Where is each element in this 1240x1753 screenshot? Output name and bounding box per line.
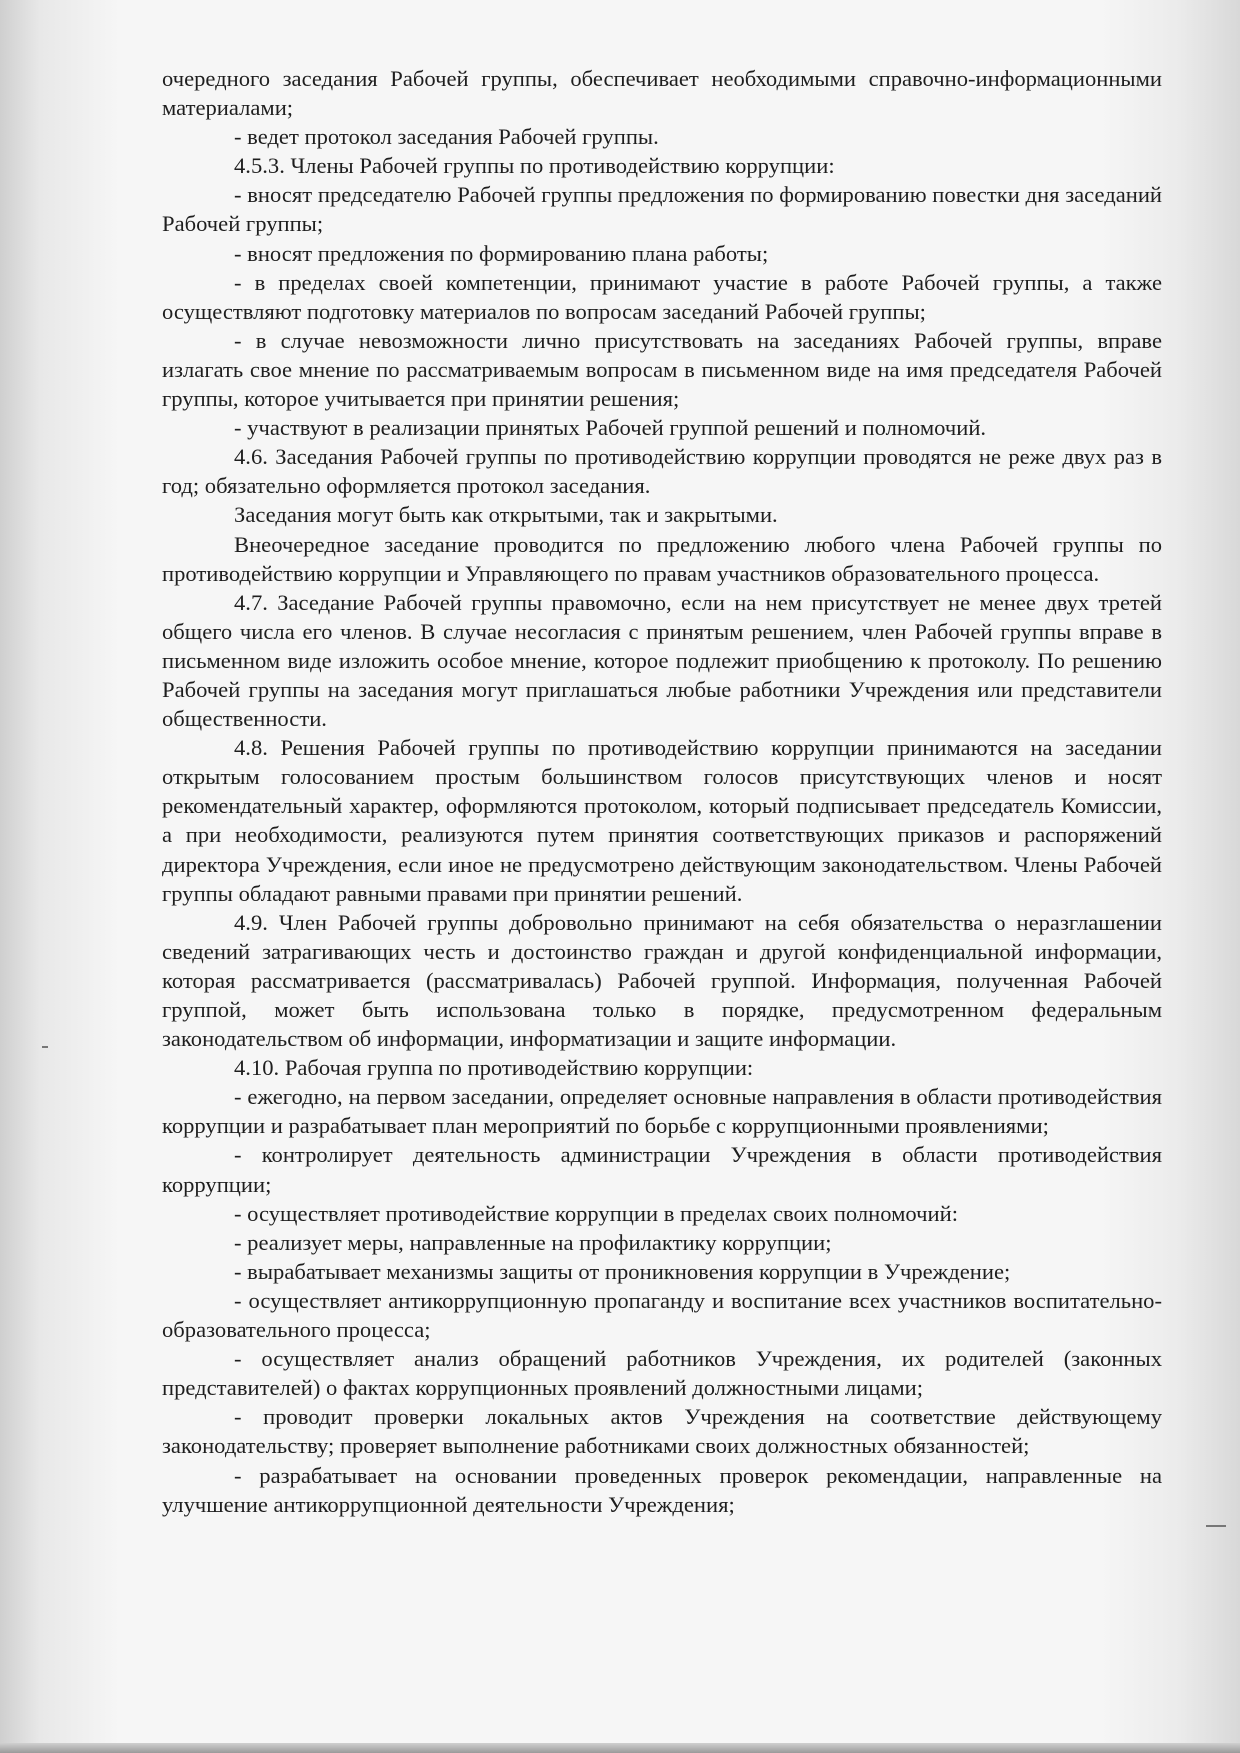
paragraph: - вырабатывает механизмы защиты от проникновения коррупции в Учреждение; [234,1258,1011,1284]
paragraph: Внеочередное заседание проводится по предложению любого члена Рабочей группы по противодействию коррупции и Управляющего по правам участников образовательного процесса. [162,531,1162,586]
document-body [162,64,1162,1519]
scan-mark [42,1046,48,1048]
paragraph: - осуществляет антикоррупционную пропаганду и воспитание всех участников воспитательно-образовательного процесса; [162,1287,1162,1343]
paragraph: - ведет протокол заседания Рабочей группы. [234,124,659,150]
section-heading: 4.5.3. Члены Рабочей группы по противодействию коррупции: [234,153,835,179]
section-heading: 4.8. Решения Рабочей группы по противодействию коррупции принимаются на заседании открытым голосованием простым большинством голосов присутствующих членов и носят рекомендательный характер, оформляются протоколом, который подписывает председатель Комиссии, а при необходимости, реализуются путем принятия соответствующих приказов и распоряжений директора Учреждения, если иное не предусмотрено действующим законодательством. Члены Рабочей группы обладают равными правами при принятии решений. [162,735,1162,906]
paragraph: - контролирует деятельность администрации Учреждения в области противодействия коррупции; [162,1142,1162,1197]
section-heading: 4.6. Заседания Рабочей группы по противодействию коррупции проводятся не реже двух раз в год; обязательно оформляется протокол заседания. [162,444,1162,499]
paragraph: - ежегодно, на первом заседании, определяет основные направления в области противодействия коррупции и разрабатывает план мероприятий по борьбе с коррупционными проявлениями; [162,1084,1162,1139]
paragraph: - в пределах своей компетенции, принимают участие в работе Рабочей группы, а также осуществляют подготовку материалов по вопросам заседаний Рабочей группы; [162,269,1162,324]
paragraph: - осуществляет противодействие коррупции в пределах своих полномочий: [234,1200,958,1226]
paragraph: очередного заседания Рабочей группы, обеспечивает необходимыми справочно-информационными материалами; [162,66,1162,121]
section-heading: 4.10. Рабочая группа по противодействию коррупции: [234,1055,754,1081]
paragraph: - осуществляет анализ обращений работников Учреждения, их родителей (законных представителей) о фактах коррупционных проявлений должностными лицами; [162,1346,1162,1401]
paragraph: - разрабатывает на основании проведенных проверок рекомендации, направленные на улучшение антикоррупционной деятельности Учреждения; [162,1462,1162,1517]
paragraph: - в случае невозможности лично присутствовать на заседаниях Рабочей группы, вправе излагать свое мнение по рассматриваемым вопросам в письменном виде на имя председателя Рабочей группы, которое учитывается при принятии решения; [162,327,1162,412]
paragraph: Заседания могут быть как открытыми, так и закрытыми. [234,502,778,528]
paragraph: - вносят председателю Рабочей группы предложения по формированию повестки дня заседаний Рабочей группы; [162,182,1162,237]
paragraph: - реализует меры, направленные на профилактику коррупции; [234,1229,832,1255]
paragraph: - проводит проверки локальных актов Учреждения на соответствие действующему законодательству; проверяет выполнение работниками своих должностных обязанностей; [162,1404,1162,1459]
paragraph: - участвуют в реализации принятых Рабочей группой решений и полномочий. [234,415,987,441]
scan-bottom-edge [0,1743,1240,1753]
section-heading: 4.7. Заседание Рабочей группы правомочно, если на нем присутствует не менее двух третей общего числа его членов. В случае несогласия с принятым решением, член Рабочей группы вправе в письменном виде изложить особое мнение, которое подлежит приобщению к протоколу. По решению Рабочей группы на заседания могут приглашаться любые работники Учреждения или представители общественности. [162,589,1162,732]
section-heading: 4.9. Член Рабочей группы добровольно принимают на себя обязательства о неразглашении сведений затрагивающих честь и достоинство граждан и другой конфиденциальной информации, которая рассматривается (рассматривалась) Рабочей группой. Информация, полученная Рабочей группой, может быть использована только в порядке, предусмотренном федеральным законодательством об информации, информатизации и защите информации. [162,909,1162,1052]
paragraph: - вносят предложения по формированию плана работы; [234,240,769,266]
scan-mark [1206,1525,1226,1527]
